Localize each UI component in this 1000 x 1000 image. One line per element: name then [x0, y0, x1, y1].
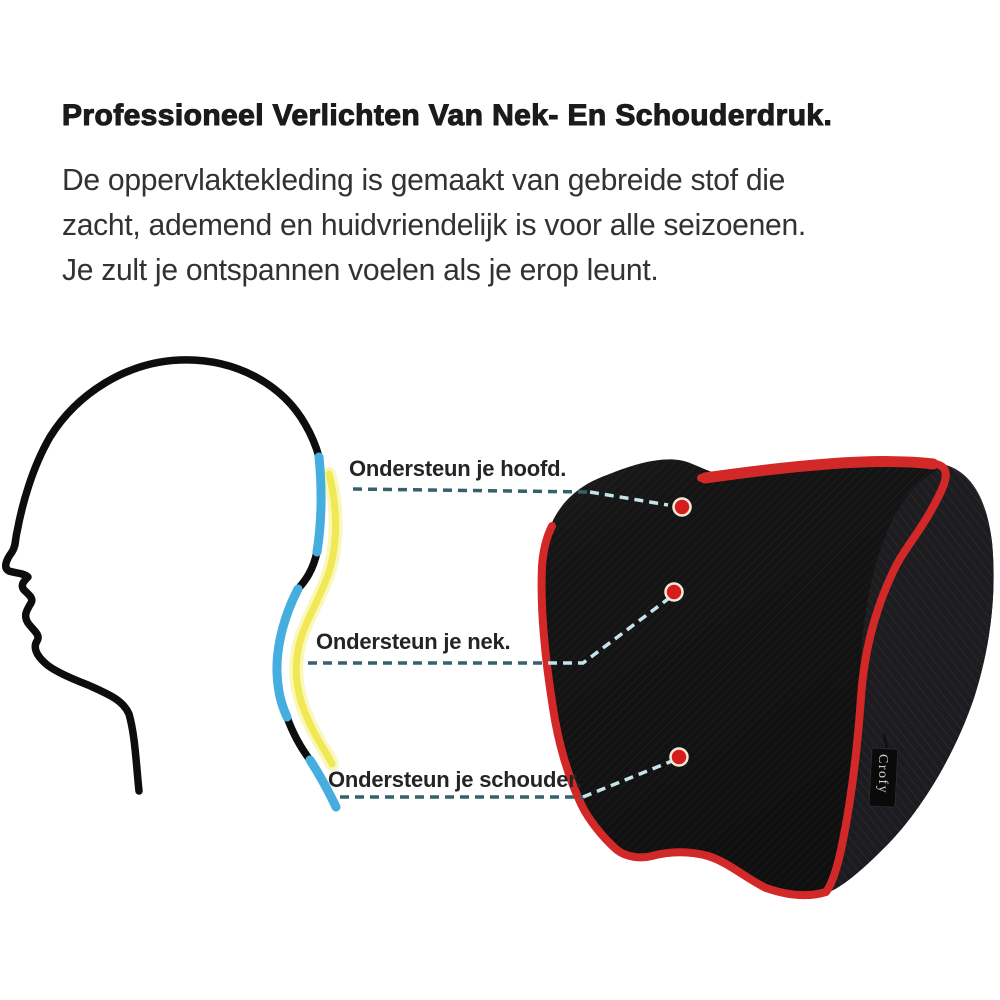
callout-hoofd: Ondersteun je hoofd. [349, 456, 567, 481]
support-dot-nek [666, 584, 683, 601]
callout-nek: Ondersteun je nek. [316, 629, 511, 654]
description-line: De oppervlaktekleding is gemaakt van gebreide stof die [62, 162, 786, 197]
neck-curve-black-segment [298, 552, 317, 589]
callout-schouder: Ondersteun je schouder. [328, 767, 582, 792]
neck-pillow [540, 459, 993, 895]
headline: Professioneel Verlichten Van Nek- En Schouderdruk. [62, 99, 833, 132]
support-dot-schouder [671, 749, 688, 766]
description-line: Je zult je ontspannen voelen als je erop leunt. [62, 252, 659, 287]
leader-hoofd-dark [353, 489, 590, 492]
brand-tag-label: Crofy [875, 754, 890, 795]
head-outline [6, 360, 319, 791]
head-profile-drawing [6, 360, 336, 807]
support-dot-hoofd [674, 499, 691, 516]
description-line: zacht, ademend en huidvriendelijk is voor alle seizoenen. [62, 207, 806, 242]
spine-highlight-yellow [296, 474, 335, 764]
